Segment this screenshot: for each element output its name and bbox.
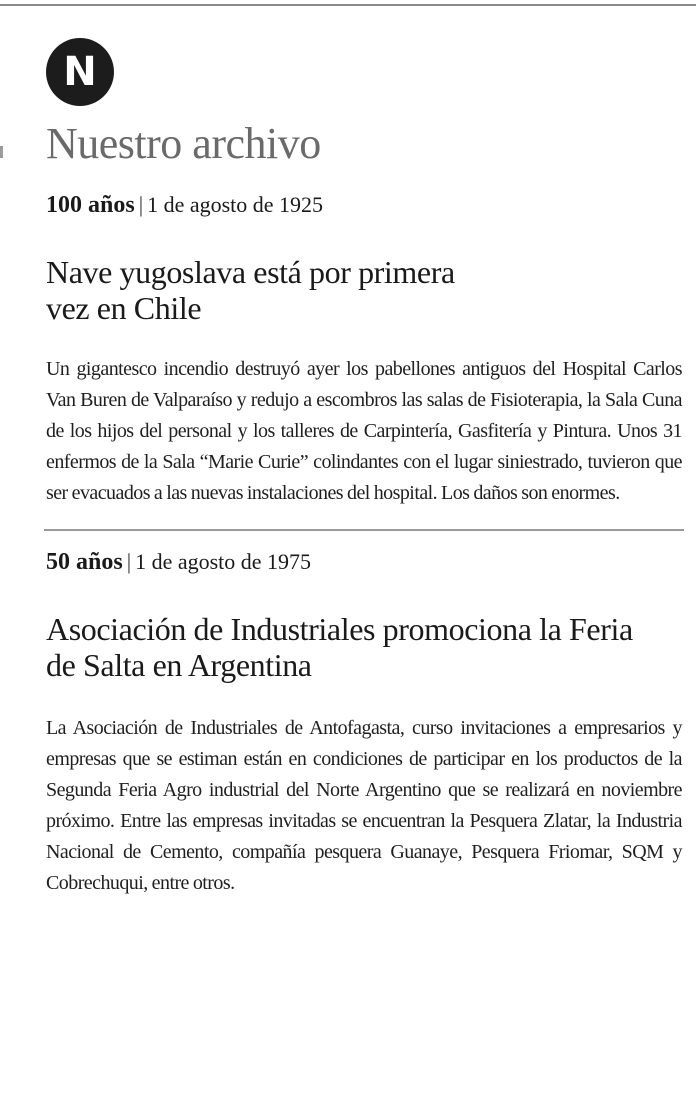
section-badge-icon: N — [46, 38, 114, 106]
article-date: 1 de agosto de 1925 — [147, 192, 324, 217]
article-50-years — [46, 547, 682, 899]
article-body: Un gigantesco incendio destruyó ayer los pabellones antiguos del Hospital Carlos Van Buren de Valparaíso y redujo a escombros las salas de Fisioterapia, la Sala Cuna de los hijos del personal y los talleres de Carpintería, Gasfitería y Pintura. Unos 31 enfermos de la Sala “Marie Curie” colindantes con el lugar siniestrado, tuvieron que ser evacuados a las nuevas instalaciones del hospital. Los daños son enormes. — [46, 358, 682, 504]
article-100-years — [46, 190, 682, 509]
article-divider — [44, 529, 684, 531]
article-headline: Asociación de Industriales promociona la Feria de Salta en Argentina — [46, 611, 633, 683]
article-dateline — [46, 547, 682, 577]
dateline-separator: | — [138, 192, 144, 217]
section-title: Nuestro archivo — [46, 119, 321, 168]
dateline-separator: | — [126, 549, 132, 574]
archive-column — [42, 38, 682, 899]
article-date: 1 de agosto de 1975 — [135, 549, 312, 574]
article-headline: Nave yugoslava está por primera vez en Chile — [46, 254, 455, 326]
left-edge-mark — [0, 146, 3, 158]
article-years: 50 años — [46, 549, 123, 575]
article-body: La Asociación de Industriales de Antofagasta, curso invitaciones a empresarios y empresas que se estiman están en condiciones de participar en los productos de la Segunda Feria Agro industrial del Norte Argentino que se realizará en noviembre próximo. Entre las empresas invitadas se encuentran la Pesquera Zlatar, la Industria Nacional de Cemento, compañía pesquera Guanaye, Pesquera Friomar, SQM y Cobrechuqui, entre otros. — [46, 717, 682, 894]
article-years: 100 años — [46, 192, 135, 218]
top-rule — [0, 4, 696, 6]
article-dateline — [46, 190, 682, 220]
